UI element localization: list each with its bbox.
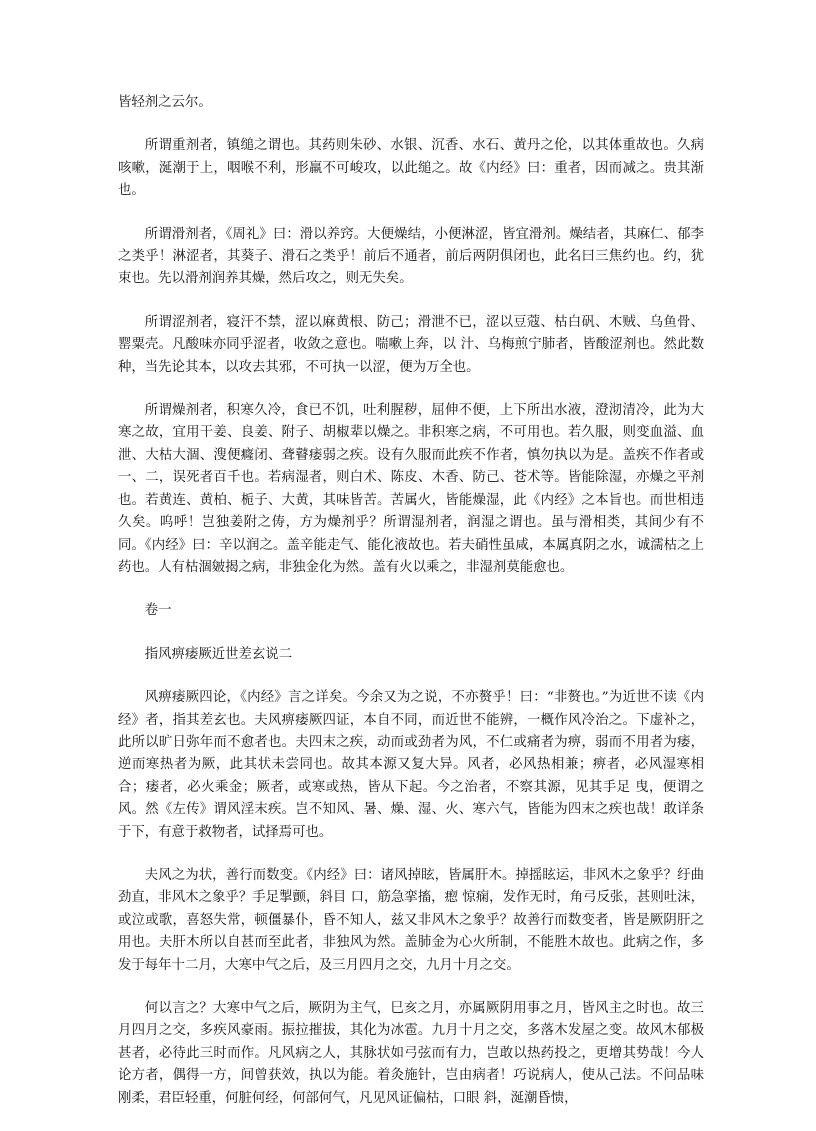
paragraph-four-diseases: 风痹痿厥四论，《内经》言之详矣。今余又为之说，不亦赘乎！曰：“非赘也。”为近世不读《内经》者，指其差玄也。夫风痹痿厥四证，本自不同，而近世不能辨，一概作风冷治之。下虚补之，此所以旷日弥年而不愈者也。夫四末之疾，动而或劲者为风，不仁或痛者为痹，弱而不用者为痿，逆而寒热者为厥，此其状未尝同也。故其本源又复大异。风者，必风热相兼；痹者，必风湿寒相合；痿者，必火乘金；厥者，或寒或热，皆从下起。今之治者，不察其源，见其手足 曳，便谓之风。然《左传》谓风淫末疾。岂不知风、暑、燥、湿、火、寒六气，皆能为四末之疾也哉！敢详条于下，有意于救物者，试择焉可也。 (118, 690, 704, 840)
paragraph-slippery-formula: 所谓滑剂者，《周礼》曰：滑以养窍。大便燥结，小便淋涩，皆宜滑剂。燥结者，其麻仁、郁李之类乎！淋涩者，其葵子、滑石之类乎！前后不通者，前后两阴俱闭也，此名曰三焦约也。约，犹束也。先以滑剂润养其燥，然后攻之，则无失矣。 (118, 226, 704, 287)
volume-heading: 卷一 (144, 603, 172, 619)
document-page (118, 92, 704, 1131)
paragraph-wind-timing: 何以言之？大寒中气之后，厥阴为主气，巳亥之月，亦属厥阴用事之月，皆风主之时也。故三月四月之交，多疾风豪雨。振拉摧拔，其化为冰雹。九月十月之交，多落木发屋之变。故风木郁极甚者，必待此三时而作。凡风病之人，其脉状如弓弦而有力，岂敢以热药投之，更增其势哉！今人论方者，偶得一方，间曾获效，执以为能。着灸施针，岂由病者！巧说病人，使从己法。不问品味刚柔，君臣轻重，何脏何经，何部何气，凡见风证偏枯，口眼 斜，涎潮昏愦， (118, 1001, 704, 1106)
paragraph-astringent-formula: 所谓涩剂者，寝汗不禁，涩以麻黄根、防己；滑泄不已，涩以豆蔻、枯白矾、木贼、乌鱼骨、罂粟壳。凡酸味亦同乎涩者，收敛之意也。喘嗽上奔，以 汁、乌梅煎宁肺者，皆酸涩剂也。然此数种，当先论其本，以攻去其邪，不可执一以涩，便为万全也。 (118, 314, 704, 375)
paragraph-heavy-formula: 所谓重剂者，镇缒之谓也。其药则朱砂、水银、沉香、水石、黄丹之伦，以其体重故也。久病咳嗽，涎潮于上，咽喉不利，形羸不可峻攻，以此缒之。故《内经》曰：重者，因而减之。贵其渐也。 (118, 138, 704, 199)
section-title: 指风痹痿厥近世差玄说二 (144, 646, 293, 662)
paragraph-drying-formula: 所谓燥剂者，积寒久冷，食已不饥，吐利腥秽，屈伸不便，上下所出水液，澄沏清冷，此为大寒之故，宜用干姜、良姜、附子、胡椒辈以燥之。非积寒之病，不可用也。若久服，则变血溢、血泄、大枯大涸、溲便癃闭、聋瞽痿弱之疾。设有久服而此疾不作者，慎勿执以为是。盖疾不作者或一、二，误死者百千也。若病湿者，则白术、陈皮、木香、防己、苍术等。皆能除湿，亦燥之平剂也。若黄连、黄柏、栀子、大黄，其味皆苦。苦属火，皆能燥湿，此《内经》之本旨也。而世相违久矣。呜呼！岂独姜附之俦，方为燥剂乎？所谓湿剂者，润湿之谓也。虽与滑相类，其间少有不同。《内经》曰：辛以润之。盖辛能走气、能化液故也。若夫硝性虽咸，本属真阴之水，诚濡枯之上药也。人有枯涸皴揭之病，非独金化为然。盖有火以乘之，非湿剂莫能愈也。 (118, 403, 704, 575)
paragraph-light-formula-ending: 皆轻剂之云尔。 (118, 95, 212, 110)
paragraph-wind-nature: 夫风之为状，善行而数变。《内经》曰：诸风掉眩，皆属肝木。掉摇眩运，非风木之象乎？纡曲劲直，非风木之象乎？手足掣颤，斜目 口，筋急挛搐，瘛 惊痫，发作无时，角弓反张，甚则吐沫，或泣或歌，喜怒失常，顿僵暴仆，昏不知人，兹又非风木之象乎？故善行而数变者，皆是厥阴肝之用也。夫肝木所以自甚而至此者，非独风为然。盖肺金为心火所制，不能胜木故也。此病之作，多发于每年十二月，大寒中气之后，及三月四月之交，九月十月之交。 (118, 867, 704, 973)
